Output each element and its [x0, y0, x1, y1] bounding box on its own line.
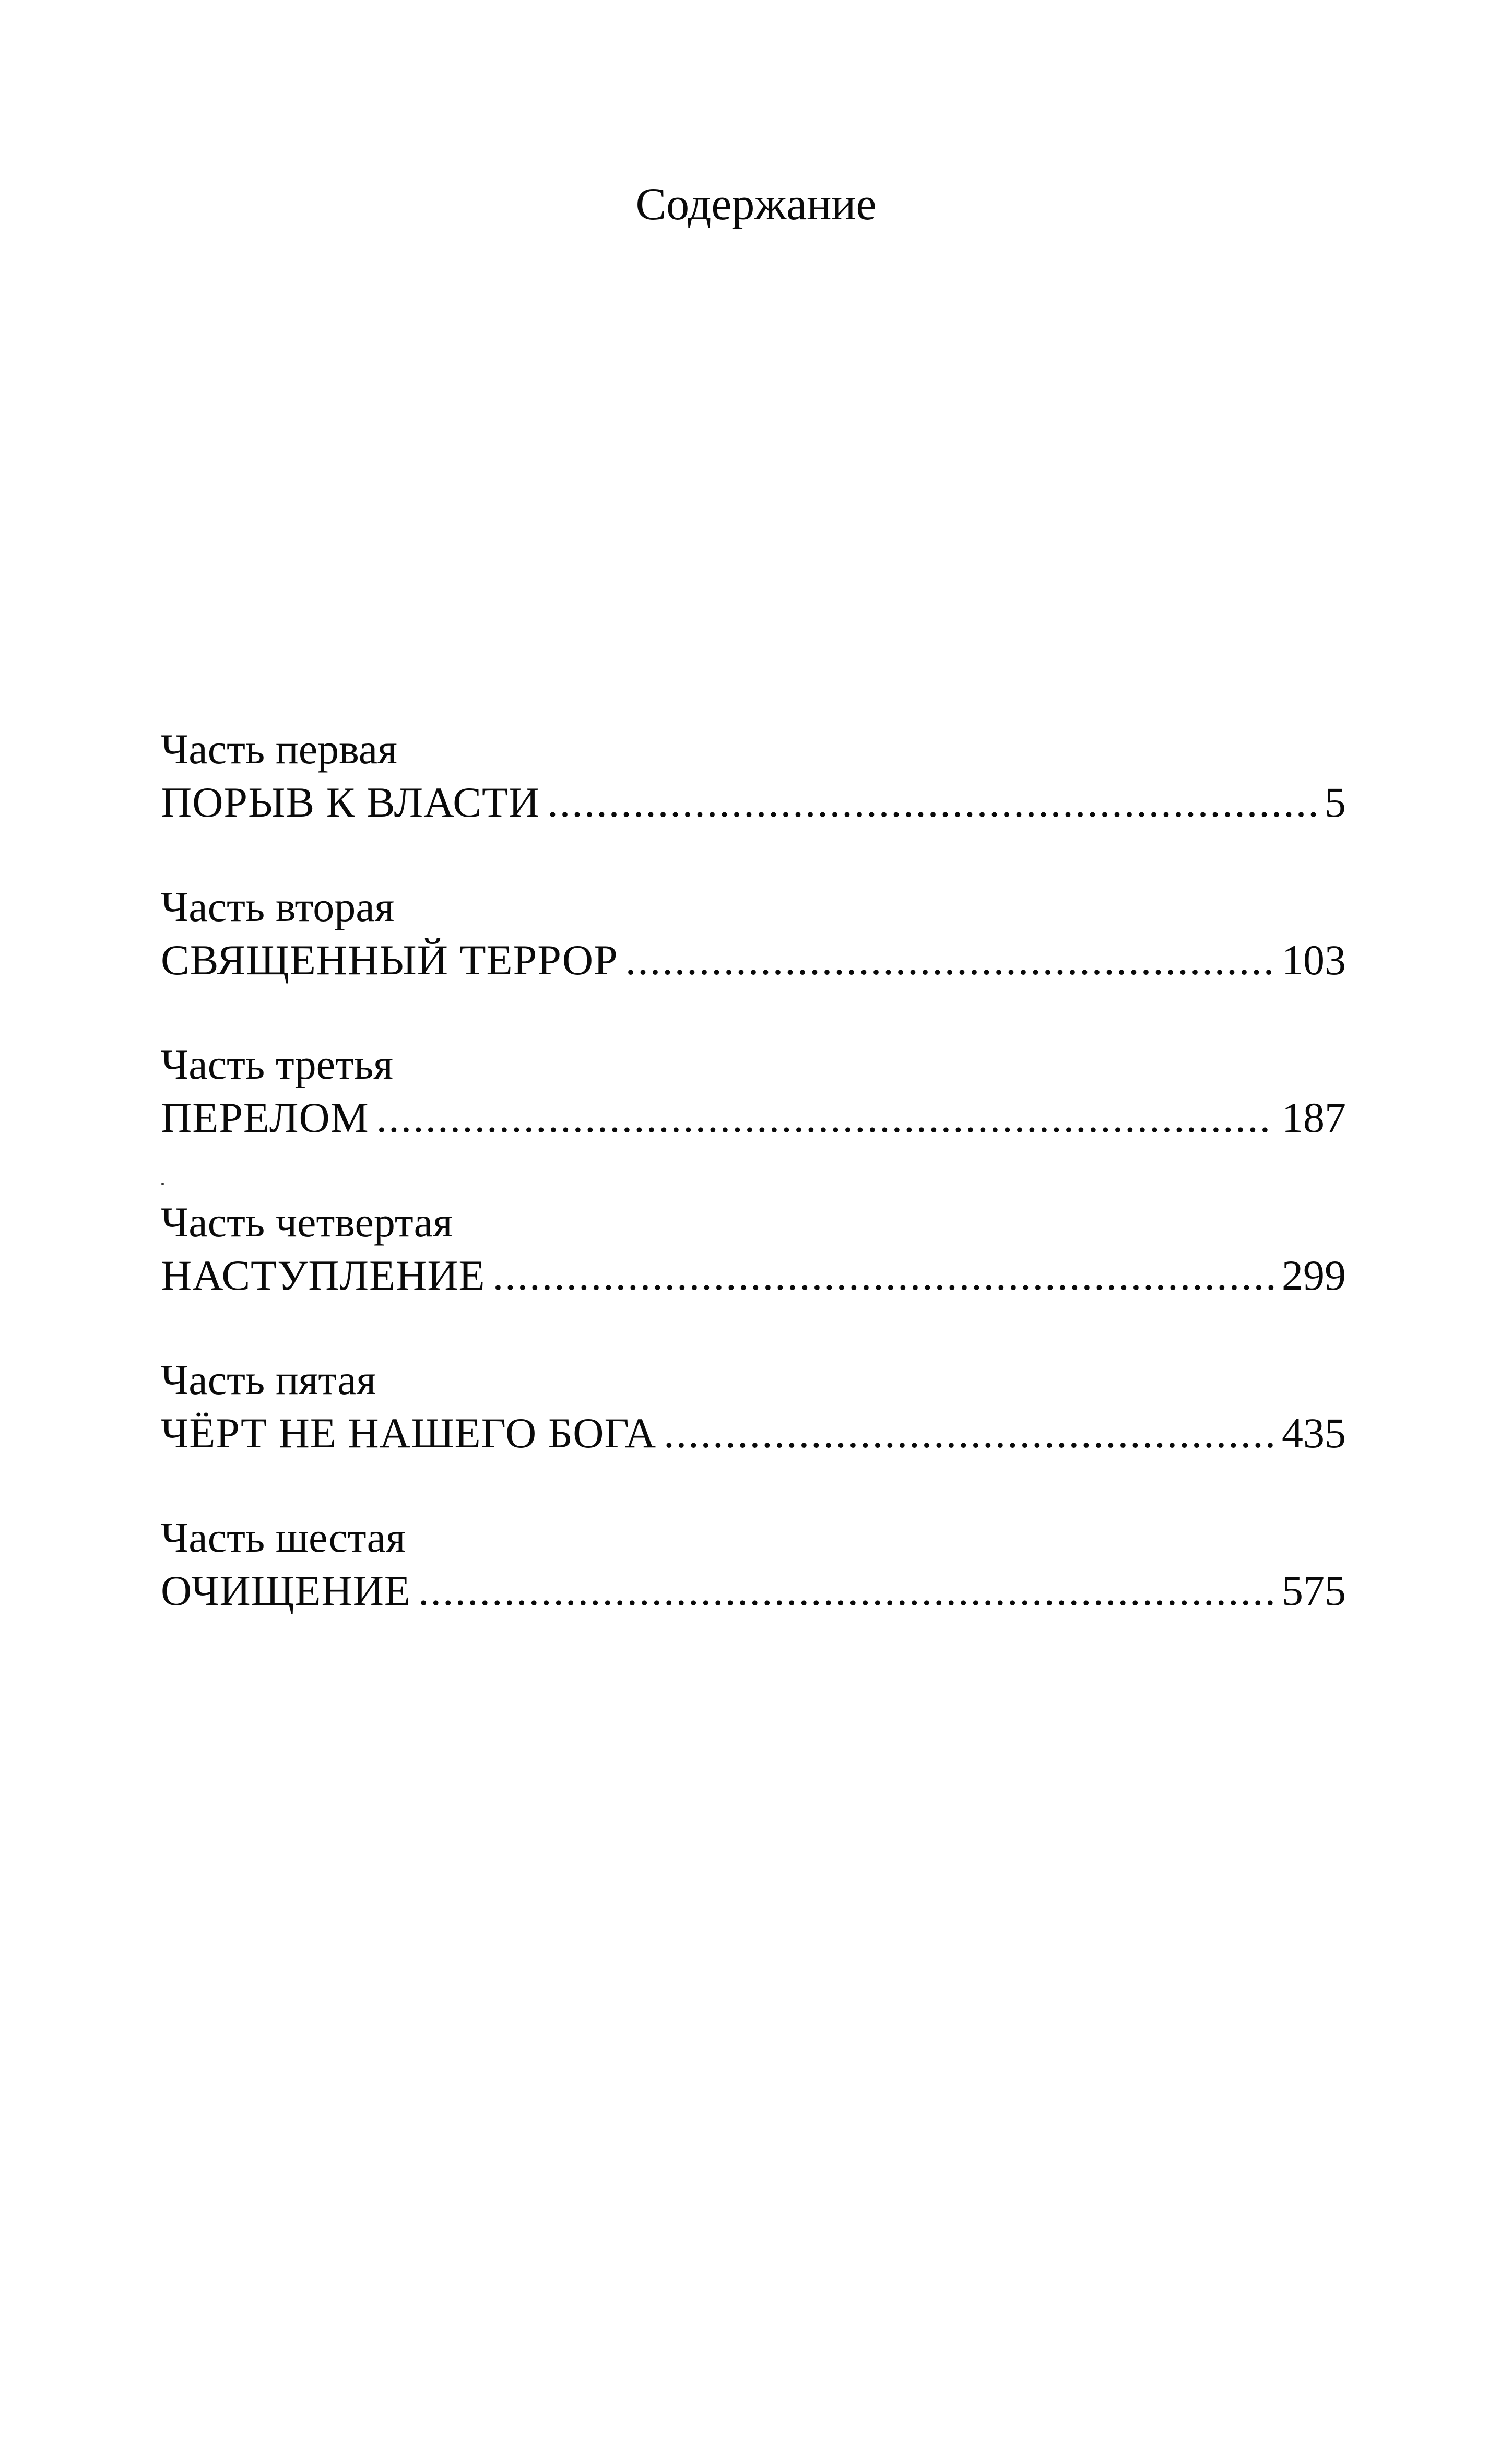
page-number: 435 [1282, 1409, 1346, 1457]
dot-leader [493, 1248, 1274, 1303]
print-speck [161, 1183, 164, 1185]
part-label: Часть пятая [161, 1356, 376, 1403]
toc-row[interactable] [161, 1564, 1346, 1618]
page-number: 575 [1282, 1567, 1346, 1614]
toc-entry [161, 723, 1346, 881]
toc-entry [161, 881, 1346, 1038]
dot-leader [664, 1406, 1274, 1460]
part-title: ПОРЫВ К ВЛАСТИ [161, 778, 540, 826]
dot-leader [547, 775, 1317, 830]
part-label: Часть четвертая [161, 1198, 453, 1246]
page-number: 187 [1282, 1094, 1346, 1141]
toc-entry [161, 1354, 1346, 1512]
part-title: НАСТУПЛЕНИЕ [161, 1251, 486, 1299]
toc-row[interactable] [161, 1091, 1346, 1145]
toc-row[interactable] [161, 775, 1346, 830]
page-number: 103 [1282, 936, 1346, 984]
page-number: 299 [1282, 1251, 1346, 1299]
dot-leader [376, 1091, 1274, 1145]
part-label: Часть третья [161, 1041, 393, 1088]
part-label: Часть шестая [161, 1514, 406, 1561]
part-label: Часть вторая [161, 883, 395, 930]
dot-leader [418, 1564, 1274, 1618]
toc-row[interactable] [161, 933, 1346, 987]
part-title: ПЕРЕЛОМ [161, 1094, 369, 1141]
part-label: Часть первая [161, 725, 397, 773]
part-title: СВЯЩЕННЫЙ ТЕРРОР [161, 936, 618, 984]
toc-entry [161, 1196, 1346, 1354]
page-number: 5 [1325, 778, 1346, 826]
toc-entry [161, 1512, 1346, 1669]
toc-row[interactable] [161, 1248, 1346, 1303]
part-title: ОЧИЩЕНИЕ [161, 1567, 411, 1614]
dot-leader [625, 933, 1274, 987]
toc-entry [161, 1038, 1346, 1196]
table-of-contents [161, 723, 1346, 1669]
page-title: Содержание [635, 179, 877, 230]
toc-row[interactable] [161, 1406, 1346, 1460]
part-title: ЧЁРТ НЕ НАШЕГО БОГА [161, 1409, 657, 1457]
